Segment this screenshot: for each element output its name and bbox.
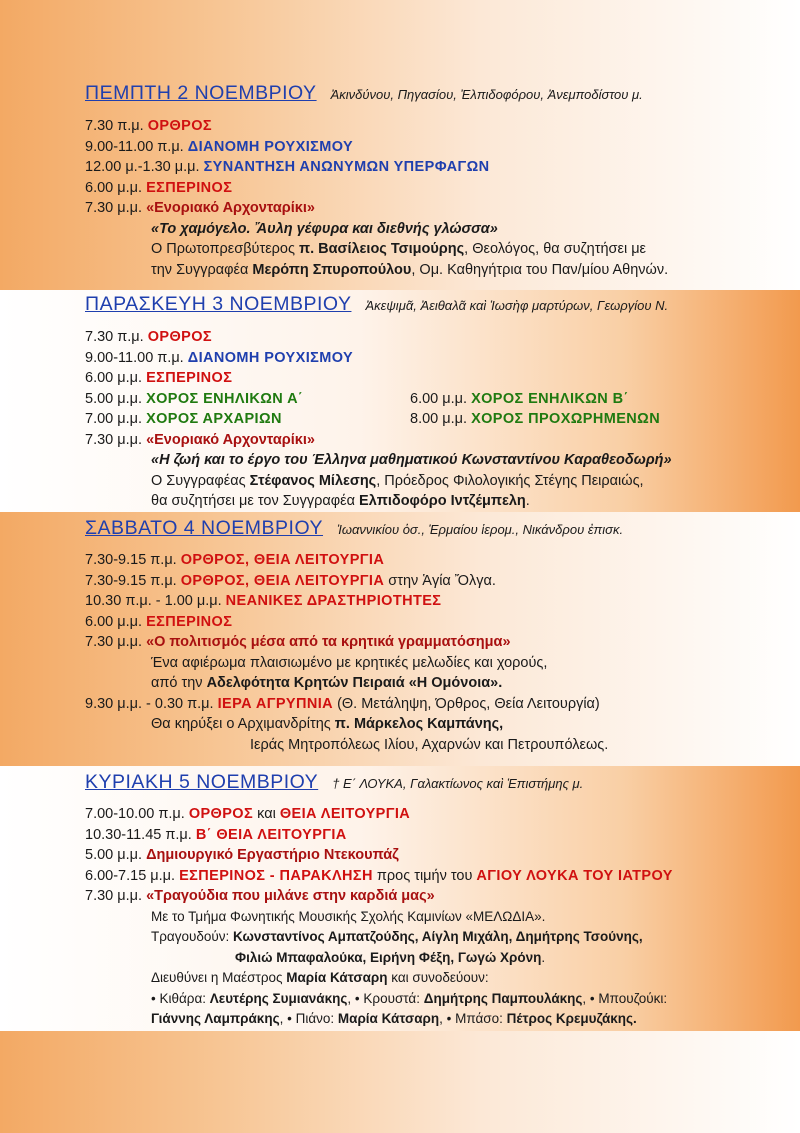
event-time: 6.00 μ.μ. — [410, 390, 468, 407]
event-title: Δημιουργικό Εργαστήριο Ντεκουπάζ — [146, 847, 399, 863]
performer-names: Κωνσταντίνος Αμπατζούδης, Αίγλη Μιχάλη, Δημήτρης Τσούνης, — [233, 929, 643, 944]
event-title: ΟΡΘΡΟΣ — [147, 118, 212, 134]
musician-name: Λευτέρης Συμιανάκης — [209, 990, 348, 1006]
event-title: ΟΡΘΡΟΣ — [147, 329, 212, 345]
event-title: ΕΣΠΕΡΙΝΟΣ — [146, 370, 233, 386]
event-time: 5.00 μ.μ. — [85, 390, 143, 407]
event-description — [85, 260, 790, 281]
event-title: ΧΟΡΟΣ ΑΡΧΑΡΙΩΝ — [146, 411, 282, 427]
description-text: , Θεολόγος, θα συζητήσει με — [464, 241, 647, 257]
schedule-line — [85, 409, 790, 430]
event-title: ΙΕΡΑ ΑΓΡΥΠΝΙΑ — [217, 695, 334, 712]
event-title: «Τραγούδια που μιλάνε στην καρδιά μας» — [146, 888, 435, 904]
background-band — [0, 1031, 800, 1133]
schedule-line — [85, 612, 790, 633]
day-title: ΠΑΡΑΣΚΕΥΗ 3 ΝΟΕΜΒΡΙΟΥ — [85, 293, 352, 315]
day-header — [85, 771, 790, 797]
event-title: ΟΡΘΡΟΣ, ΘΕΙΑ ΛΕΙΤΟΥΡΓΙΑ — [180, 552, 385, 568]
speaker-name: π. Βασίλειος Τσιμούρης — [298, 241, 465, 257]
organizer-name: Αδελφότητα Κρητών Πειραιά «Η Ομόνοια». — [206, 675, 503, 691]
event-title: ΘΕΙΑ ΛΕΙΤΟΥΡΓΙΑ — [279, 806, 411, 822]
event-title: ΧΟΡΟΣ ΕΝΗΛΙΚΩΝ Α΄ — [146, 390, 304, 407]
event-description — [85, 927, 790, 948]
event-time: 8.00 μ.μ. — [410, 411, 468, 427]
event-time: 7.00 μ.μ. — [85, 411, 143, 427]
saints-of-day: † Ε΄ ΛΟΥΚΑ, Γαλακτίωνος καὶ Ἐπιστήμης μ. — [332, 776, 584, 791]
day-title: ΣΑΒΒΑΤΟ 4 ΝΟΕΜΒΡΙΟΥ — [85, 517, 324, 539]
event-location: στην Ἁγία Ὄλγα. — [384, 572, 496, 589]
description-text: Θα κηρύξει ο Αρχιμανδρίτης — [151, 716, 335, 732]
event-title: ΝΕΑΝΙΚΕΣ ΔΡΑΣΤΗΡΙΟΤΗΤΕΣ — [225, 593, 442, 609]
event-description — [85, 471, 790, 492]
event-title: ΔΙΑΝΟΜΗ ΡΟΥΧΙΣΜΟΥ — [187, 349, 354, 366]
event-title: «Ενοριακό Αρχονταρίκι» — [146, 431, 315, 448]
event-title: ΑΓΙΟΥ ΛΟΥΚΑ ΤΟΥ ΙΑΤΡΟΥ — [476, 867, 673, 884]
event-details: (Θ. Μετάληψη, Όρθρος, Θεία Λειτουργία) — [333, 695, 600, 712]
description-text: από την — [151, 675, 207, 691]
event-title: ΕΣΠΕΡΙΝΟΣ — [146, 613, 233, 630]
day-header — [85, 293, 790, 319]
schedule-line — [85, 571, 790, 592]
day-title: ΚΥΡΙΑΚΗ 5 ΝΟΕΜΒΡΙΟΥ — [85, 771, 319, 793]
event-time: 12.00 μ.-1.30 μ.μ. — [85, 159, 200, 175]
description-text: την Συγγραφέα — [151, 261, 253, 278]
schedule-line — [85, 886, 790, 907]
schedule-line — [85, 198, 790, 219]
description-text: , • Κρουστά: — [347, 990, 424, 1006]
description-text: Ο Συγγραφέας — [151, 472, 250, 489]
event-title: «Ο πολιτισμός μέσα από τα κρητικά γραμματόσημα» — [146, 634, 511, 650]
description-text: , Ομ. Καθηγήτρια του Παν/μίου Αθηνών. — [411, 261, 669, 278]
day-section-sunday — [85, 771, 790, 1030]
event-time: 5.00 μ.μ. — [85, 847, 143, 863]
event-description — [85, 714, 790, 735]
description-text: Διευθύνει η Μαέστρος — [151, 970, 287, 985]
event-description: Με το Τμήμα Φωνητικής Μουσικής Σχολής Καμινίων «ΜΕΛΩΔΙΑ». — [151, 908, 546, 924]
event-time: 9.00-11.00 π.μ. — [85, 138, 184, 155]
event-title: «Ενοριακό Αρχονταρίκι» — [146, 200, 315, 216]
event-title: ΔΙΑΝΟΜΗ ΡΟΥΧΙΣΜΟΥ — [187, 138, 354, 155]
musician-name: Δημήτρης Παμπουλάκης — [423, 990, 583, 1006]
event-description — [85, 239, 790, 260]
description-text: , • Μπάσο: — [439, 1011, 507, 1026]
schedule-line — [85, 178, 790, 199]
musician-name: Γιάννης Λαμπράκης — [151, 1011, 280, 1026]
talk-topic: «Το χαμόγελο. Ἄυλη γέφυρα και διεθνής γλώσσα» — [151, 220, 498, 237]
day-title: ΠΕΜΠΤΗ 2 ΝΟΕΜΒΡΙΟΥ — [85, 82, 317, 104]
event-time: 7.30 π.μ. — [85, 118, 144, 134]
speaker-name: Μερόπη Σπυροπούλου — [252, 261, 412, 278]
event-title: ΕΣΠΕΡΙΝΟΣ — [146, 179, 233, 196]
event-title: ΧΟΡΟΣ ΠΡΟΧΩΡΗΜΕΝΩΝ — [471, 411, 661, 427]
schedule-line — [85, 348, 790, 369]
event-description: Ιεράς Μητροπόλεως Ιλίου, Αχαρνών και Πετρουπόλεως. — [250, 736, 609, 753]
description-text: θα συζητήσει με τον Συγγραφέα — [151, 493, 360, 509]
conjunction: και — [253, 806, 280, 822]
description-text: . — [541, 949, 546, 965]
event-time: 7.30 π.μ. — [85, 329, 144, 345]
saints-of-day: Ἀκεψιμᾶ, Ἀειθαλᾶ καὶ Ἰωσὴφ μαρτύρων, Γεωργίου Ν. — [365, 298, 669, 313]
musician-name: Πέτρος Κρεμυζάκης. — [506, 1011, 637, 1026]
event-description — [85, 673, 790, 694]
event-description — [85, 948, 790, 969]
schedule-line — [85, 550, 790, 571]
schedule-column-2 — [410, 409, 660, 430]
event-title: ΟΡΘΡΟΣ — [188, 806, 254, 822]
day-header — [85, 82, 790, 108]
schedule-line — [85, 116, 790, 137]
schedule-line — [85, 137, 790, 158]
event-time: 6.00-7.15 μ.μ. — [85, 867, 176, 884]
musician-name: Μαρία Κάτσαρη — [337, 1011, 440, 1026]
description-text: Ο Πρωτοπρεσβύτερος — [151, 241, 299, 257]
event-time: 10.30-11.45 π.μ. — [85, 826, 192, 843]
event-time: 7.30 μ.μ. — [85, 431, 143, 448]
event-description — [85, 491, 790, 512]
schedule-line — [85, 866, 790, 887]
schedule-line — [85, 825, 790, 846]
conjunction: προς τιμήν του — [372, 867, 477, 884]
schedule-line — [85, 591, 790, 612]
talk-topic: «Η ζωή και το έργο του Έλληνα μαθηματικού Κωνσταντίνου Καραθεοδωρή» — [151, 452, 672, 468]
event-title: ΕΣΠΕΡΙΝΟΣ - ΠΑΡΑΚΛΗΣΗ — [179, 867, 373, 884]
performer-names: Φιλιώ Μπαφαλούκα, Ειρήνη Φέξη, Γωγώ Χρόνη — [235, 949, 542, 965]
event-description — [85, 968, 790, 989]
event-time: 9.30 μ.μ. - 0.30 π.μ. — [85, 695, 214, 712]
conductor-name: Μαρία Κάτσαρη — [286, 970, 388, 985]
saints-of-day: Ἀκινδύνου, Πηγασίου, Ἐλπιδοφόρου, Ἀνεμποδίστου μ. — [330, 87, 643, 102]
schedule-column-2 — [410, 389, 629, 410]
speaker-name: Ελπιδοφόρο Ιντζέμπελη — [359, 493, 526, 509]
event-title: Β΄ ΘΕΙΑ ΛΕΙΤΟΥΡΓΙΑ — [195, 826, 347, 843]
event-time: 9.00-11.00 π.μ. — [85, 349, 184, 366]
description-text: , • Μπουζούκι: — [582, 990, 668, 1006]
schedule-line — [85, 389, 790, 410]
schedule-line — [85, 157, 790, 178]
description-text: • Κιθάρα: — [151, 990, 210, 1006]
event-title: ΟΡΘΡΟΣ, ΘΕΙΑ ΛΕΙΤΟΥΡΓΙΑ — [180, 572, 385, 589]
event-time: 7.30 μ.μ. — [85, 200, 143, 216]
description-text: , • Πιάνο: — [279, 1011, 338, 1026]
event-time: 7.00-10.00 π.μ. — [85, 806, 185, 822]
schedule-line — [85, 368, 790, 389]
day-section-saturday — [85, 517, 790, 755]
event-time: 7.30 μ.μ. — [85, 634, 143, 650]
event-time: 7.30-9.15 π.μ. — [85, 552, 177, 568]
day-section-thursday — [85, 82, 790, 280]
day-header — [85, 517, 790, 543]
schedule-line — [85, 694, 790, 715]
day-section-friday — [85, 293, 790, 512]
event-description: Ένα αφιέρωμα πλαισιωμένο με κρητικές μελωδίες και χορούς, — [151, 654, 548, 671]
event-title: ΧΟΡΟΣ ΕΝΗΛΙΚΩΝ Β΄ — [471, 390, 629, 407]
schedule-line — [85, 430, 790, 451]
event-time: 7.30 μ.μ. — [85, 888, 143, 904]
preacher-name: π. Μάρκελος Καμπάνης, — [334, 716, 504, 732]
schedule-line — [85, 327, 790, 348]
speaker-name: Στέφανος Μίλεσης — [249, 472, 377, 489]
event-time: 7.30-9.15 π.μ. — [85, 572, 177, 589]
event-description — [85, 989, 790, 1010]
description-text: . — [525, 493, 530, 509]
description-text: Τραγουδούν: — [151, 929, 234, 944]
event-description — [85, 1009, 790, 1030]
event-time: 6.00 μ.μ. — [85, 370, 143, 386]
description-text: και συνοδεύουν: — [387, 970, 489, 985]
description-text: , Πρόεδρος Φιλολογικής Στέγης Πειραιώς, — [376, 472, 644, 489]
event-title: ΣΥΝΑΝΤΗΣΗ ΑΝΩΝΥΜΩΝ ΥΠΕΡΦΑΓΩΝ — [203, 159, 490, 175]
schedule-line — [85, 804, 790, 825]
event-time: 6.00 μ.μ. — [85, 613, 143, 630]
event-time: 10.30 π.μ. - 1.00 μ.μ. — [85, 593, 222, 609]
saints-of-day: Ἰωαννικίου ὁσ., Ἑρμαίου ἱερομ., Νικάνδρου ἐπισκ. — [337, 522, 624, 537]
schedule-line — [85, 845, 790, 866]
schedule-line — [85, 632, 790, 653]
event-time: 6.00 μ.μ. — [85, 179, 143, 196]
